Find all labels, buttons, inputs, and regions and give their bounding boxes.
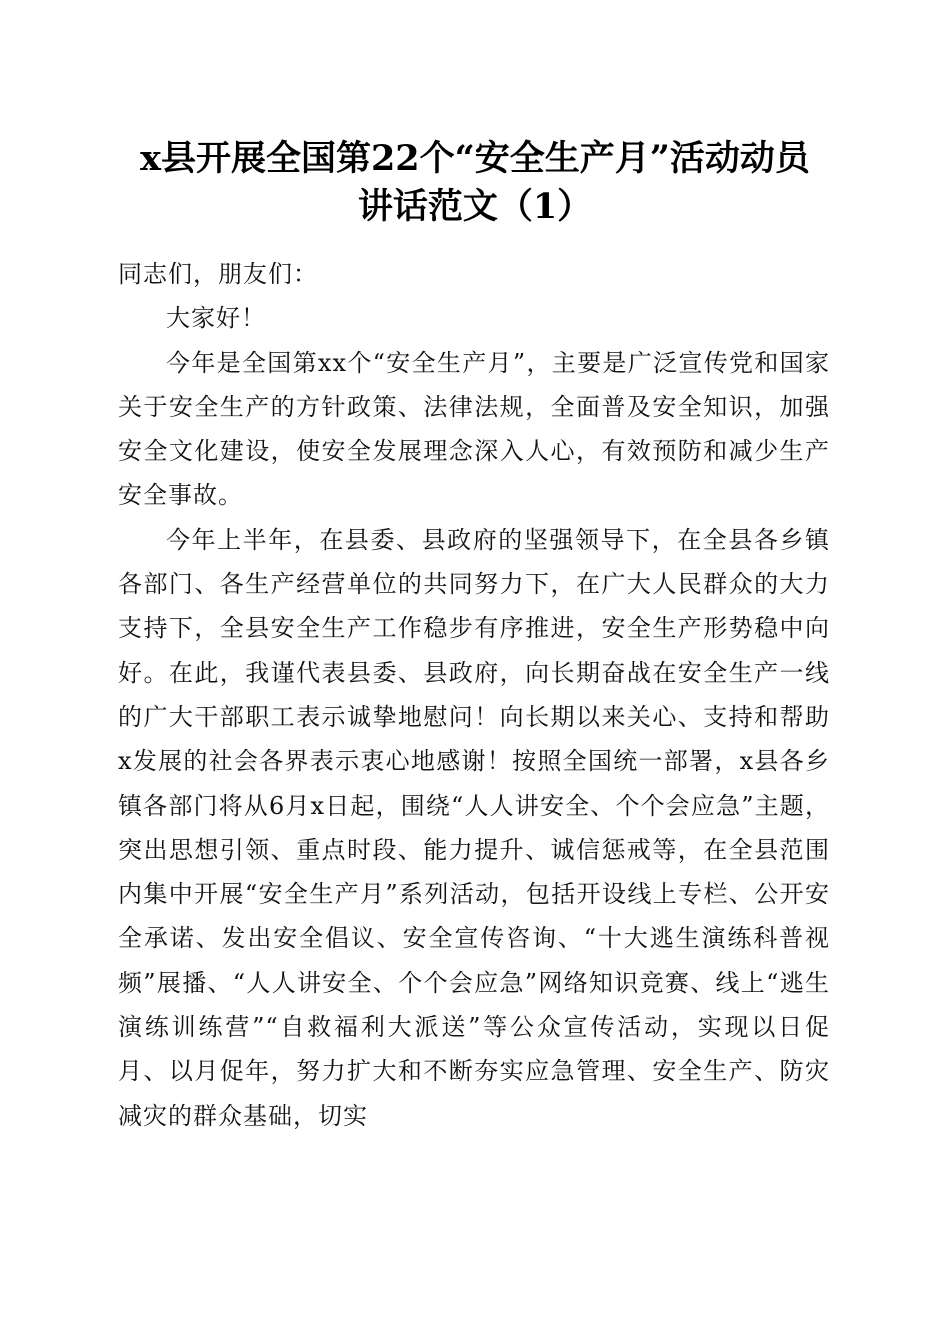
document-body	[118, 252, 830, 1138]
salutation: 同志们，朋友们：	[118, 260, 318, 288]
greeting: 大家好！	[166, 304, 266, 333]
document-title	[100, 135, 850, 231]
title-line-2: 讲话范文（1）	[357, 186, 593, 227]
title-line-1: x县开展全国第22个“安全生产月”活动动员	[140, 138, 810, 179]
paragraph-1: 今年是全国第xx个“安全生产月”，主要是广泛宣传党和国家关于安全生产的方针政策、法律法规，全面普及安全知识，加强安全文化建设，使安全发展理念深入人心，有效预防和减少生产安全事故。	[118, 348, 830, 510]
paragraph-2: 今年上半年，在县委、县政府的坚强领导下，在全县各乡镇各部门、各生产经营单位的共同努力下，在广大人民群众的大力支持下，全县安全生产工作稳步有序推进，安全生产形势稳中向好。在此，我谨代表县委、县政府，向长期奋战在安全生产一线的广大干部职工表示诚挚地慰问！向长期以来关心、支持和帮助x发展的社会各界表示衷心地感谢！按照全国统一部署，x县各乡镇各部门将从6月x日起，围绕“人人讲安全、个个会应急”主题，突出思想引领、重点时段、能力提升、诚信惩戒等，在全县范围内集中开展“安全生产月”系列活动，包括开设线上专栏、公开安全承诺、发出安全倡议、安全宣传咨询、“十大逃生演练科普视频”展播、“人人讲安全、个个会应急”网络知识竞赛、线上“逃生演练训练营”“自救福利大派送”等公众宣传活动，实现以日促月、以月促年，努力扩大和不断夯实应急管理、安全生产、防灾减灾的群众基础，切实	[118, 525, 830, 1130]
